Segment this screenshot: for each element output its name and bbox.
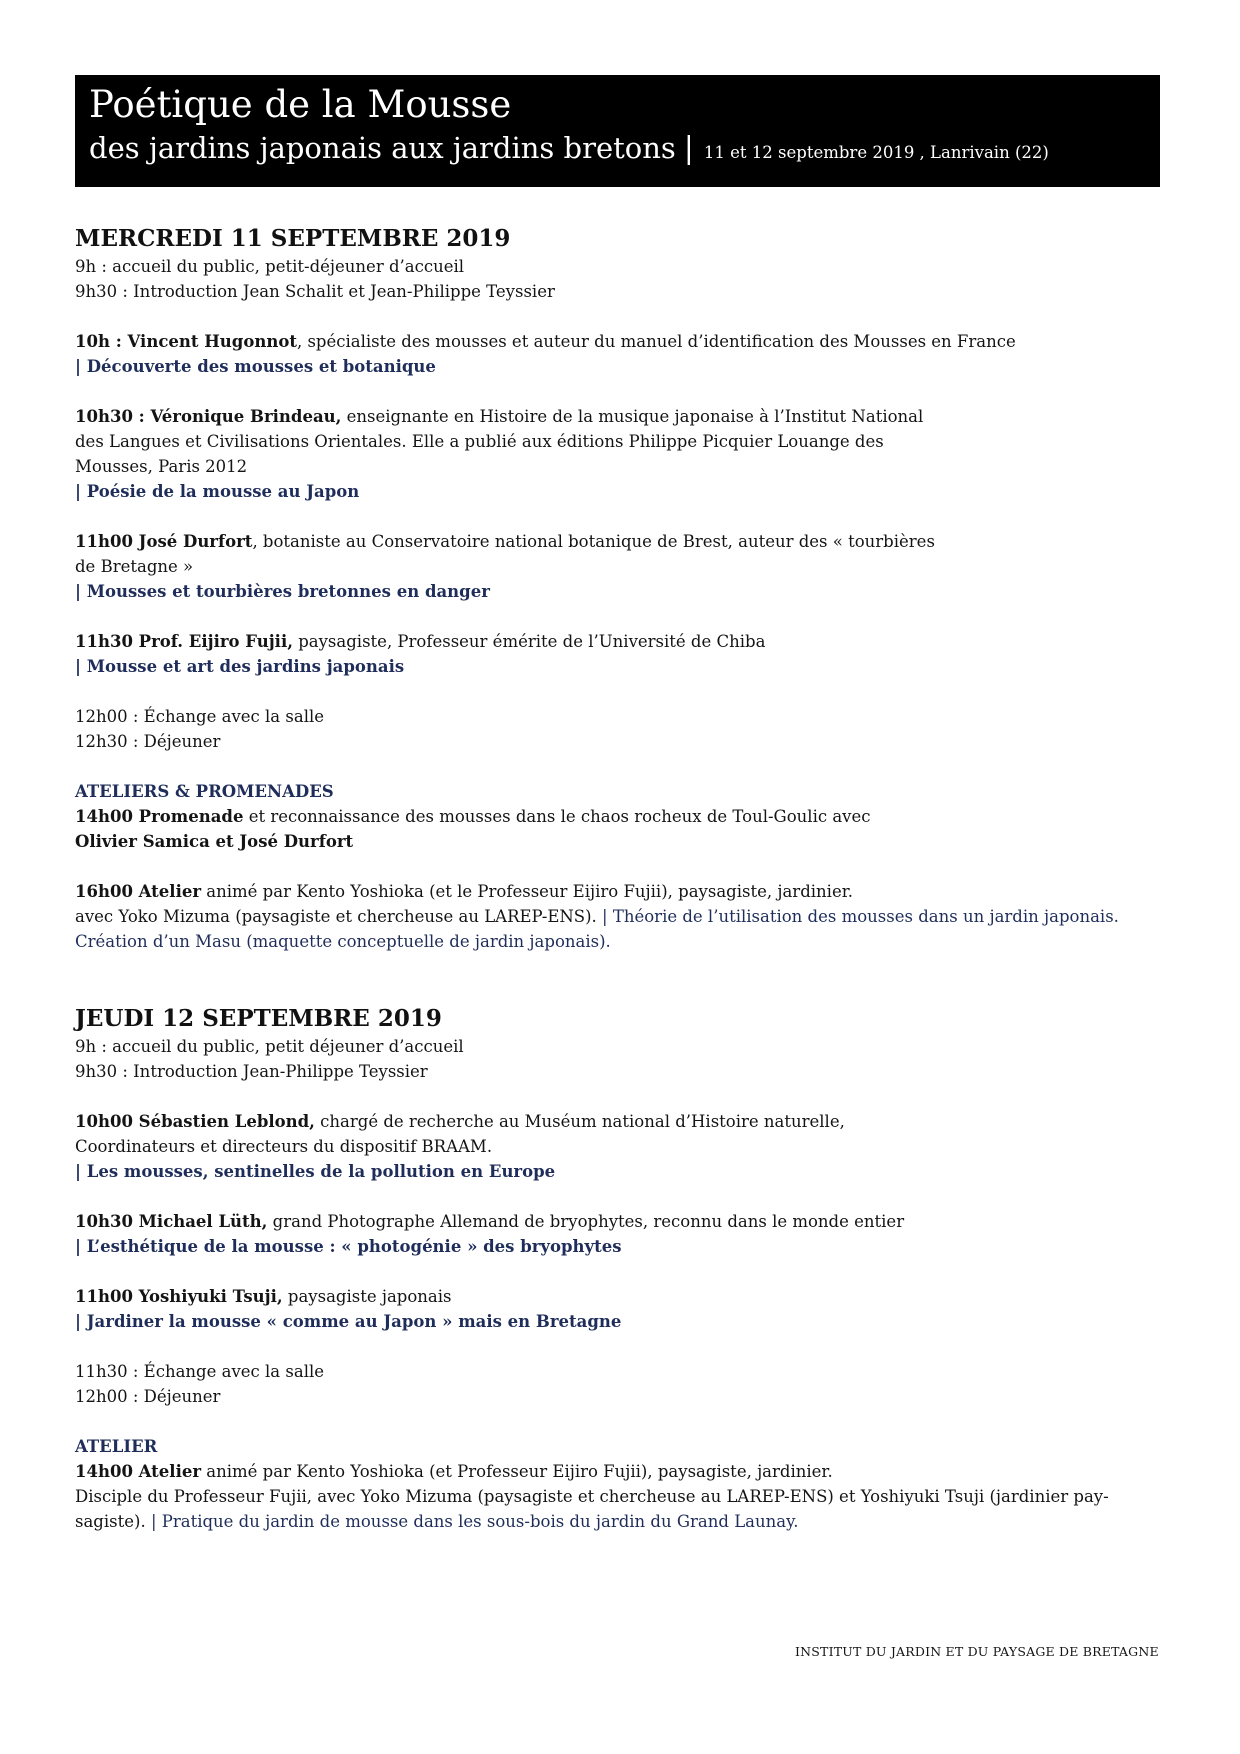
- atelier-topic: | Pratique du jardin de mousse dans les sous-bois du jardin du Grand Launay.: [150, 1512, 799, 1531]
- talk-description: paysagiste japonais: [282, 1287, 452, 1306]
- talk-description: , spécialiste des mousses et auteur du manuel d’identification des Mousses en France: [296, 332, 1016, 351]
- talk-description-line: de Bretagne »: [75, 557, 194, 576]
- talk-description-line: Mousses, Paris 2012: [75, 457, 248, 476]
- day1-talk-brindeau: [75, 404, 1160, 504]
- day2-talk-leblond: [75, 1109, 1160, 1184]
- day1-walk: [75, 804, 1160, 854]
- day1-talk-fujii: [75, 629, 1160, 679]
- talk-description: enseignante en Histoire de la musique japonaise à l’Institut National: [341, 407, 924, 426]
- walk-description: et reconnaissance des mousses dans le chaos rocheux de Toul-Goulic avec: [243, 807, 871, 826]
- talk-description-line: Coordinateurs et directeurs du dispositif BRAAM.: [75, 1137, 493, 1156]
- talk-description: paysagiste, Professeur émérite de l’Université de Chiba: [292, 632, 766, 651]
- talk-speaker: 10h00 Sébastien Leblond,: [75, 1112, 315, 1131]
- day1-atelier: [75, 879, 1160, 954]
- talk-topic: | Poésie de la mousse au Japon: [75, 482, 360, 501]
- atelier-time-label: 14h00 Atelier: [75, 1462, 202, 1481]
- talk-speaker: 10h30 Michael Lüth,: [75, 1212, 268, 1231]
- atelier-topic: | Théorie de l’utilisation des mousses dans un jardin japonais.: [602, 907, 1119, 926]
- day2-atelier: [75, 1459, 1160, 1534]
- program-content: [75, 224, 1160, 1534]
- day2-talk-luth: [75, 1209, 1160, 1259]
- day2-heading: JEUDI 12 SEPTEMBRE 2019: [75, 1005, 442, 1032]
- talk-description-line: des Langues et Civilisations Orientales. Elle a publié aux éditions Philippe Picquier Louange des: [75, 432, 884, 451]
- day1-talk-hugonnot: [75, 329, 1160, 379]
- talk-description: chargé de recherche au Muséum national d’Histoire naturelle,: [314, 1112, 845, 1131]
- day1-exchange: 12h00 : Échange avec la salle: [75, 707, 325, 726]
- talk-topic: | Découverte des mousses et botanique: [75, 357, 436, 376]
- footer-institution: INSTITUT DU JARDIN ET DU PAYSAGE DE BRETAGNE: [795, 1644, 1159, 1659]
- day2-exchange: 11h30 : Échange avec la salle: [75, 1362, 325, 1381]
- talk-topic: | Jardiner la mousse « comme au Japon » mais en Bretagne: [75, 1312, 622, 1331]
- title-separator: |: [683, 131, 694, 166]
- talk-speaker: 10h30 : Véronique Brindeau,: [75, 407, 342, 426]
- atelier-description-line: Disciple du Professeur Fujii, avec Yoko Mizuma (paysagiste et chercheuse au LAREP-ENS) et Yoshiyuki Tsuji (jardinier pay-: [75, 1487, 1109, 1506]
- atelier-description-line: avec Yoko Mizuma (paysagiste et chercheuse au LAREP-ENS).: [75, 907, 603, 926]
- day2-workshop-heading: ATELIER: [75, 1437, 158, 1456]
- talk-topic: | Mousses et tourbières bretonnes en danger: [75, 582, 490, 601]
- talk-topic: | L’esthétique de la mousse : « photogénie » des bryophytes: [75, 1237, 622, 1256]
- atelier-time-label: 16h00 Atelier: [75, 882, 202, 901]
- day1-talk-durfort: [75, 529, 1160, 604]
- day2-intro: 9h30 : Introduction Jean-Philippe Teyssier: [75, 1062, 428, 1081]
- day2-lunch: 12h00 : Déjeuner: [75, 1387, 221, 1406]
- talk-description: , botaniste au Conservatoire national botanique de Brest, auteur des « tourbières: [252, 532, 935, 551]
- day1-workshops-heading: ATELIERS & PROMENADES: [75, 782, 334, 801]
- day2-talk-tsuji: [75, 1284, 1160, 1334]
- talk-speaker: 11h00 José Durfort: [75, 532, 253, 551]
- talk-description: grand Photographe Allemand de bryophytes, reconnu dans le monde entier: [267, 1212, 905, 1231]
- talk-speaker: 11h00 Yoshiyuki Tsuji,: [75, 1287, 283, 1306]
- atelier-description: animé par Kento Yoshioka (et Professeur Eijiro Fujii), paysagiste, jardinier.: [201, 1462, 833, 1481]
- day1-intro: 9h30 : Introduction Jean Schalit et Jean-Philippe Teyssier: [75, 282, 555, 301]
- walk-time-label: 14h00 Promenade: [75, 807, 244, 826]
- walk-guides: Olivier Samica et José Durfort: [75, 832, 354, 851]
- page-title: Poétique de la Mousse: [89, 83, 512, 126]
- day1-lunch: 12h30 : Déjeuner: [75, 732, 221, 751]
- day1-heading: MERCREDI 11 SEPTEMBRE 2019: [75, 225, 511, 252]
- day1-section: [75, 224, 1160, 954]
- atelier-description-line: sagiste).: [75, 1512, 151, 1531]
- day2-section: [75, 1004, 1160, 1534]
- atelier-topic-line: Création d’un Masu (maquette conceptuelle de jardin japonais).: [75, 932, 611, 951]
- event-dates: 11 et 12 septembre 2019 , Lanrivain (22): [703, 143, 1049, 162]
- atelier-description: animé par Kento Yoshioka (et le Professeur Eijiro Fujii), paysagiste, jardinier.: [201, 882, 854, 901]
- talk-topic: | Les mousses, sentinelles de la pollution en Europe: [75, 1162, 556, 1181]
- subtitle-row: [89, 127, 1146, 174]
- title-banner: [75, 75, 1160, 187]
- day2-welcome: 9h : accueil du public, petit déjeuner d’accueil: [75, 1037, 464, 1056]
- talk-speaker: 10h : Vincent Hugonnot: [75, 332, 297, 351]
- day1-welcome: 9h : accueil du public, petit-déjeuner d’accueil: [75, 257, 465, 276]
- page-subtitle: des jardins japonais aux jardins bretons: [89, 131, 676, 165]
- talk-topic: | Mousse et art des jardins japonais: [75, 657, 405, 676]
- talk-speaker: 11h30 Prof. Eijiro Fujii,: [75, 632, 293, 651]
